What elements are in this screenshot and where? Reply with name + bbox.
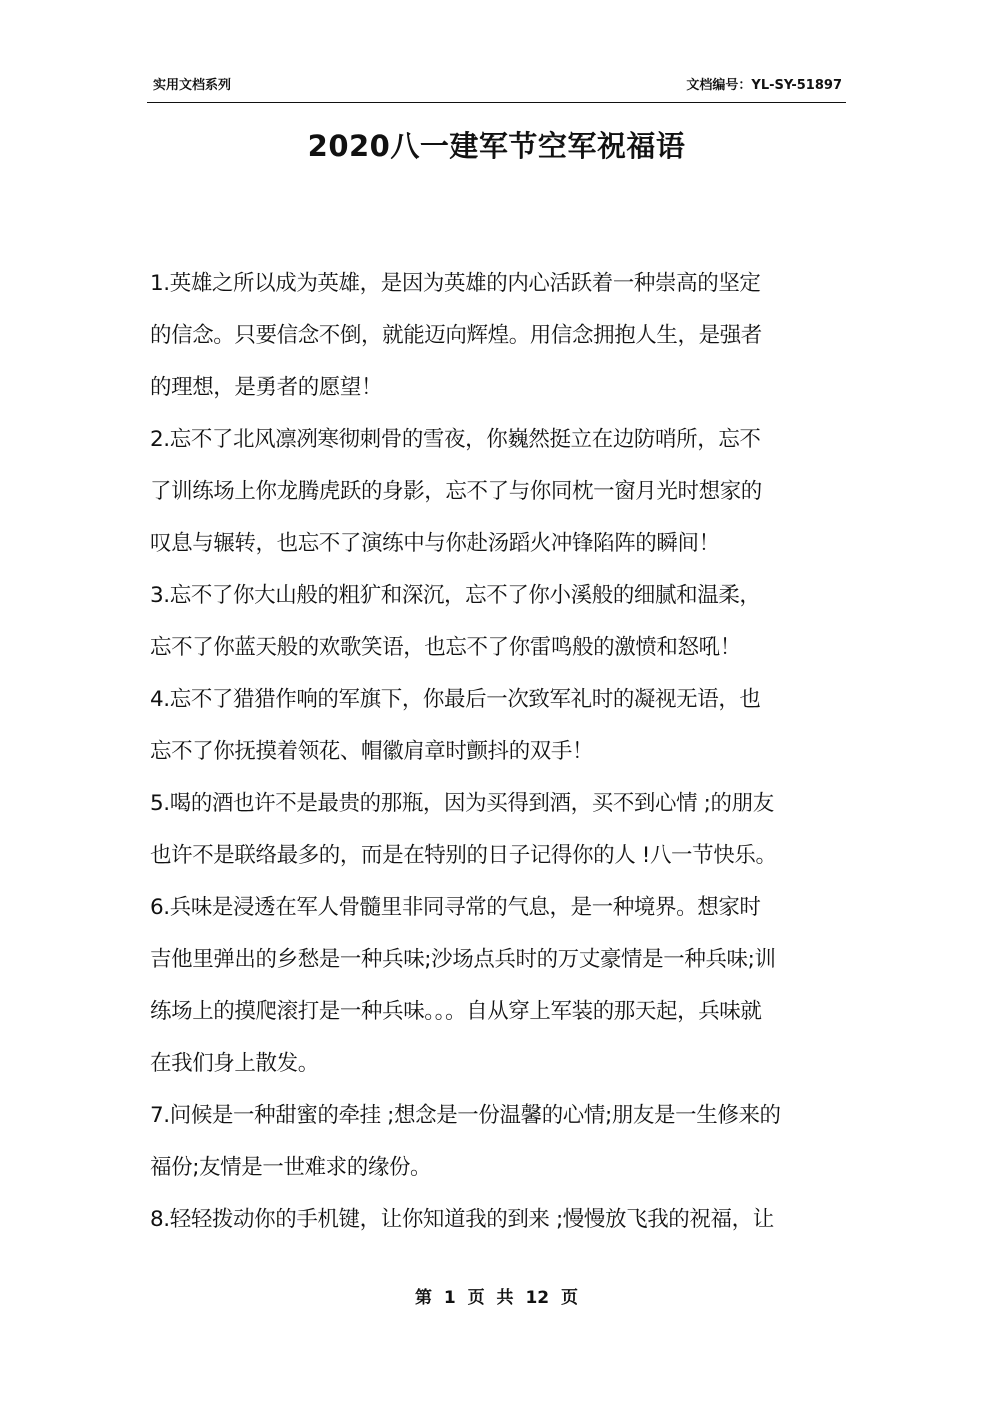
text-line: 4.忘不了猎猎作响的军旗下，你最后一次致军礼时的凝视无语，也 bbox=[150, 687, 761, 712]
text-line: 的信念。只要信念不倒，就能迈向辉煌。用信念拥抱人生，是强者 bbox=[150, 323, 762, 348]
text-line: 在我们身上散发。 bbox=[150, 1051, 319, 1076]
text-line: 6.兵味是浸透在军人骨髓里非同寻常的气息，是一种境界。想家时 bbox=[150, 895, 761, 920]
paragraph-1 bbox=[150, 262, 850, 418]
text-line: 的理想，是勇者的愿望！ bbox=[150, 375, 383, 400]
text-line: 1.英雄之所以成为英雄，是因为英雄的内心活跃着一种崇高的坚定 bbox=[150, 271, 761, 296]
text-line: 忘不了你抚摸着领花、帽徽肩章时颤抖的双手！ bbox=[150, 739, 594, 764]
paragraph-6 bbox=[150, 886, 850, 1094]
text-line: 叹息与辗转，也忘不了演练中与你赴汤蹈火冲锋陷阵的瞬间！ bbox=[150, 531, 720, 556]
text-line: 了训练场上你龙腾虎跃的身影，忘不了与你同枕一窗月光时想家的 bbox=[150, 479, 762, 504]
text-line: 忘不了你蓝天般的欢歌笑语，也忘不了你雷鸣般的激愤和怒吼！ bbox=[150, 635, 741, 660]
text-line: 练场上的摸爬滚打是一种兵味。。。自从穿上军装的那天起，兵味就 bbox=[150, 999, 762, 1024]
page-footer: 第 1 页 共 12 页 bbox=[414, 1288, 579, 1308]
text-line: 8.轻轻拨动你的手机键，让你知道我的到来 ;慢慢放飞我的祝福，让 bbox=[150, 1207, 774, 1232]
text-line: 福份;友情是一世难求的缘份。 bbox=[150, 1155, 432, 1180]
paragraph-3 bbox=[150, 574, 850, 678]
text-line: 7.问候是一种甜蜜的牵挂 ;想念是一份温馨的心情;朋友是一生修来的 bbox=[150, 1103, 781, 1128]
text-line: 也许不是联络最多的，而是在特别的日子记得你的人 !八一节快乐。 bbox=[150, 843, 777, 868]
page-header bbox=[151, 72, 842, 94]
header-divider bbox=[147, 102, 846, 103]
text-line: 2.忘不了北风凛冽寒彻刺骨的雪夜，你巍然挺立在边防哨所，忘不 bbox=[150, 427, 761, 452]
document-body bbox=[150, 262, 850, 1250]
paragraph-4 bbox=[150, 678, 850, 782]
paragraph-5 bbox=[150, 782, 850, 886]
document-series-label: 实用文档系列 bbox=[153, 78, 232, 93]
paragraph-2 bbox=[150, 418, 850, 574]
text-line: 3.忘不了你大山般的粗犷和深沉，忘不了你小溪般的细腻和温柔， bbox=[150, 583, 761, 608]
text-line: 5.喝的酒也许不是最贵的那瓶，因为买得到酒，买不到心情 ;的朋友 bbox=[150, 791, 774, 816]
paragraph-8 bbox=[150, 1198, 850, 1250]
document-number-label: 文档编号：YL-SY-51897 bbox=[686, 78, 842, 93]
document-title: 2020八一建军节空军祝福语 bbox=[307, 129, 686, 163]
paragraph-7 bbox=[150, 1094, 850, 1198]
text-line: 吉他里弹出的乡愁是一种兵味;沙场点兵时的万丈豪情是一种兵味;训 bbox=[150, 947, 776, 972]
